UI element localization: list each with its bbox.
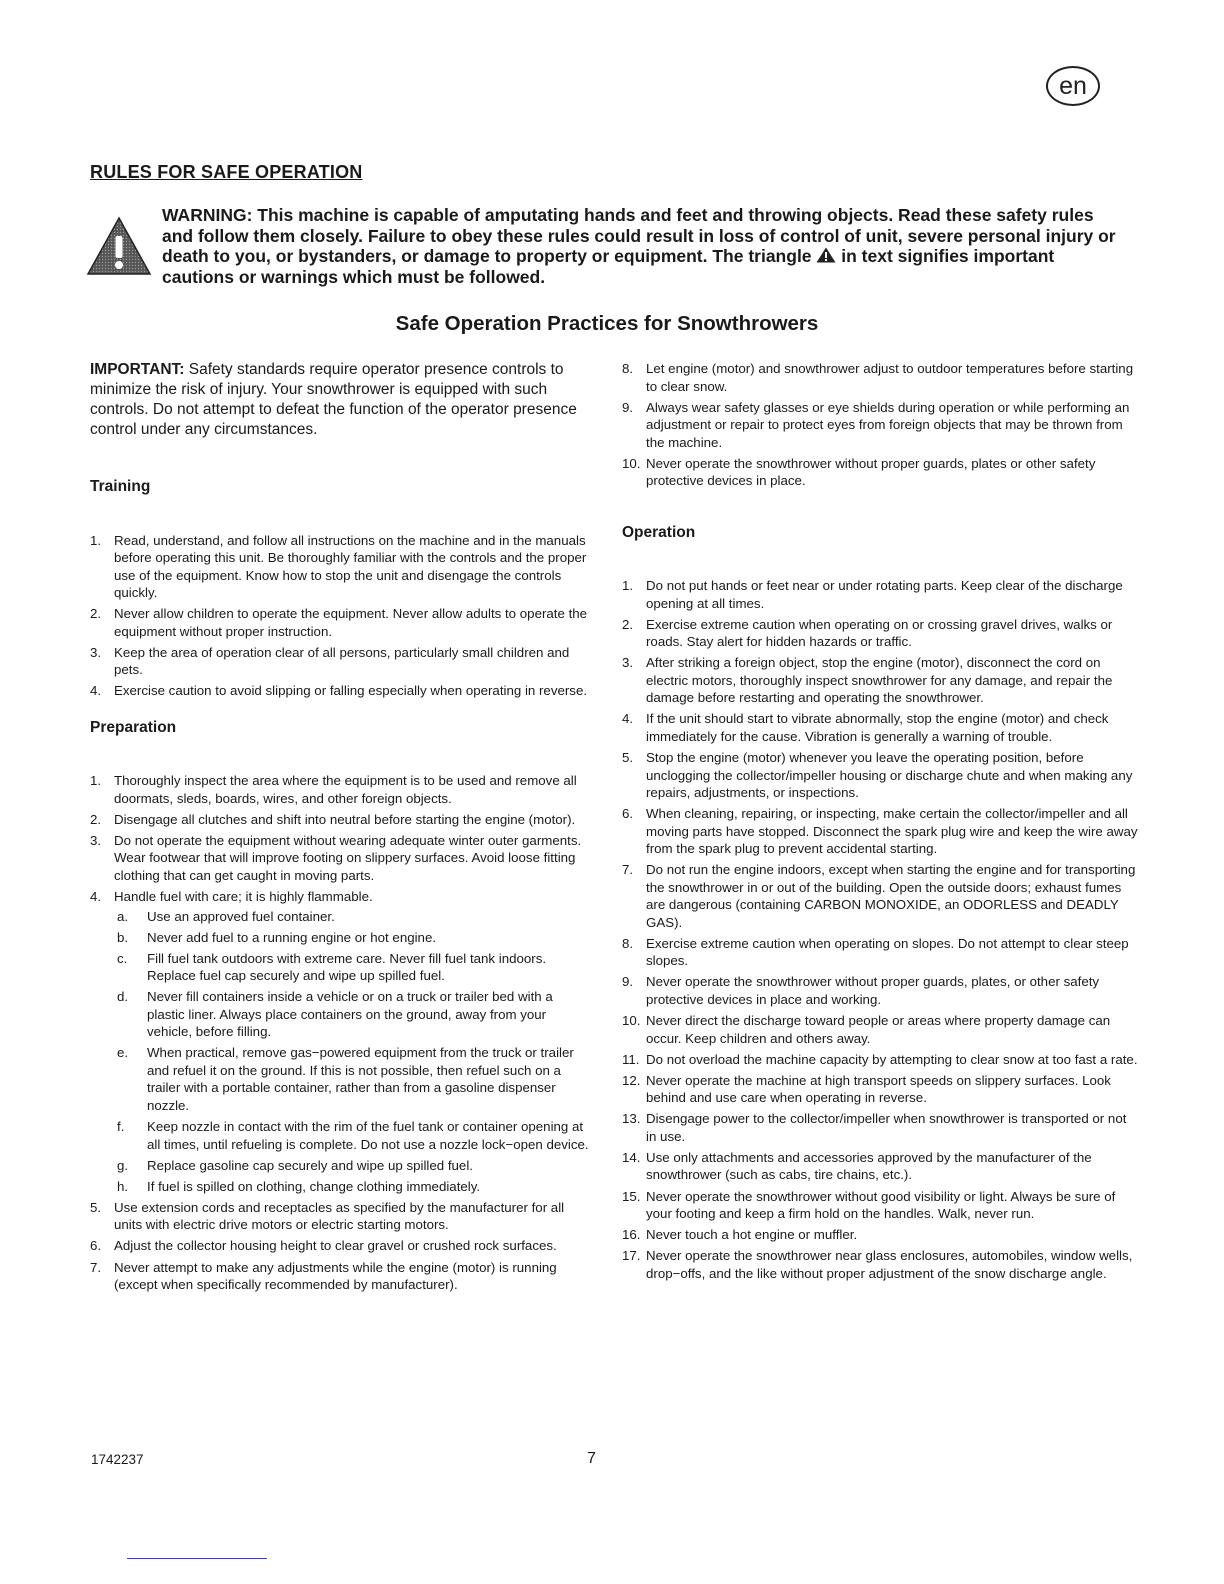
language-badge: en bbox=[1046, 66, 1100, 106]
list-item bbox=[622, 1110, 1140, 1145]
training-heading: Training bbox=[90, 478, 151, 495]
item-letter: h. bbox=[117, 1178, 129, 1194]
item-text: If fuel is spilled on clothing, change clothing immediately. bbox=[147, 1178, 481, 1194]
item-text: When practical, remove gas−powered equipment from the truck or trailer and refuel it on the ground. If this is not possible, then refuel such on a trailer with a portable container, rather than from a gasoline dispenser nozzle. bbox=[147, 1045, 574, 1113]
item-number: 2. bbox=[90, 606, 102, 622]
section-title: Safe Operation Practices for Snowthrowers bbox=[395, 312, 819, 335]
list-item bbox=[90, 811, 590, 829]
item-number: 12. bbox=[622, 1072, 641, 1088]
rules-title: RULES FOR SAFE OPERATION bbox=[90, 162, 363, 182]
item-text: Do not run the engine indoors, except when starting the engine and for transporting the snowthrower in or out of the building. Open the outside doors; exhaust fumes are dangerous (containing CARBON MONOXIDE, an ODORLESS and DEADLY GAS). bbox=[646, 862, 1136, 930]
important-label: IMPORTANT: bbox=[90, 361, 185, 378]
sub-list-item bbox=[114, 1178, 590, 1196]
important-text: Safety standards require operator presence controls to minimize the risk of injury. Your snowthrower is equipped with such controls. Do not attempt to defeat the function of the operator presence control under any circumstances. bbox=[90, 361, 577, 438]
item-text: Thoroughly inspect the area where the equipment is to be used and remove all doormats, sleds, boards, wires, and other foreign objects. bbox=[114, 773, 577, 806]
item-text: Never fill containers inside a vehicle or on a truck or trailer bed with a plastic liner. Always place containers on the ground, away from your vehicle, before filling. bbox=[147, 989, 553, 1040]
sub-list-item bbox=[114, 908, 590, 926]
item-text: Never direct the discharge toward people or areas where property damage can occur. Keep children and others away. bbox=[646, 1013, 1111, 1046]
list-item bbox=[622, 455, 1140, 490]
item-text: After striking a foreign object, stop the engine (motor), disconnect the cord on electric motors, thoroughly inspect snowthrower for any damage, and repair the damage before restarting and operating the snowthrower. bbox=[646, 655, 1113, 706]
warning-text-part2: in text signifies important cautions or warnings which must be followed. bbox=[162, 246, 1055, 287]
item-text: Keep nozzle in contact with the rim of the fuel tank or container opening at all times, until refueling is complete. Do not use a nozzle lock−open device. bbox=[147, 1119, 589, 1152]
item-number: 4. bbox=[90, 683, 102, 699]
item-letter: f. bbox=[117, 1119, 125, 1135]
sub-list-item bbox=[114, 1157, 590, 1175]
list-item bbox=[622, 1226, 1140, 1244]
item-text: Fill fuel tank outdoors with extreme care. Never fill fuel tank indoors. Replace fuel cap securely and wipe up spilled fuel. bbox=[147, 950, 547, 984]
preparation-list bbox=[90, 772, 590, 1293]
item-text: Exercise extreme caution when operating on slopes. Do not attempt to clear steep slopes. bbox=[646, 935, 1129, 969]
item-text: Do not operate the equipment without wearing adequate winter outer garments. Wear footwear that will improve footing on slippery surfaces. Avoid loose fitting clothing that can get caught in moving parts. bbox=[114, 832, 582, 883]
list-item bbox=[90, 888, 590, 1195]
warning-text bbox=[162, 205, 1122, 287]
list-item bbox=[622, 1072, 1140, 1107]
list-item bbox=[622, 654, 1140, 707]
item-text: Never touch a hot engine or muffler. bbox=[646, 1227, 858, 1243]
item-number: 3. bbox=[90, 832, 102, 848]
item-text: Never operate the snowthrower without proper guards, plates or other safety protective devices in place. bbox=[646, 455, 1096, 489]
item-number: 10. bbox=[622, 455, 641, 471]
item-number: 3. bbox=[622, 655, 634, 671]
left-column bbox=[90, 360, 590, 1297]
list-item bbox=[622, 1188, 1140, 1223]
item-number: 9. bbox=[622, 399, 634, 415]
item-text: Keep the area of operation clear of all persons, particularly small children and pets. bbox=[114, 644, 570, 678]
operation-heading: Operation bbox=[622, 523, 696, 541]
list-item bbox=[90, 832, 590, 885]
list-item bbox=[90, 772, 590, 807]
page-number: 7 bbox=[587, 1450, 596, 1467]
item-text: Use extension cords and receptacles as specified by the manufacturer for all units with electric drive motors or electric starting motors. bbox=[114, 1199, 565, 1233]
item-text: Never operate the snowthrower near glass enclosures, automobiles, window wells, drop−offs, and the like without proper adjustment of the snow discharge angle. bbox=[646, 1248, 1133, 1281]
item-text: Never operate the snowthrower without good visibility or light. Always be sure of your footing and keep a firm hold on the handles. Walk, never run. bbox=[646, 1188, 1116, 1221]
item-text: If the unit should start to vibrate abnormally, stop the engine (motor) and check immediately for the cause. Vibration is generally a warning of trouble. bbox=[646, 711, 1109, 744]
item-number: 15. bbox=[622, 1188, 641, 1204]
item-number: 6. bbox=[622, 806, 634, 822]
item-number: 8. bbox=[622, 361, 634, 376]
list-item bbox=[622, 1051, 1140, 1069]
list-item bbox=[90, 1199, 590, 1234]
list-item bbox=[622, 805, 1140, 858]
item-number: 17. bbox=[622, 1248, 641, 1264]
item-text: Do not overload the machine capacity by attempting to clear snow at too fast a rate. bbox=[646, 1051, 1138, 1067]
item-letter: e. bbox=[117, 1045, 129, 1061]
list-item bbox=[90, 605, 590, 640]
list-item bbox=[622, 861, 1140, 931]
item-text: Do not put hands or feet near or under rotating parts. Keep clear of the discharge opening at all times. bbox=[646, 578, 1123, 611]
list-item bbox=[622, 749, 1140, 802]
list-item bbox=[622, 710, 1140, 745]
item-text: Handle fuel with care; it is highly flammable. bbox=[114, 889, 373, 905]
item-text: Exercise extreme caution when operating on or crossing gravel drives, walks or roads. Stay alert for hidden hazards or traffic. bbox=[646, 616, 1113, 650]
inline-warning-icon bbox=[816, 247, 836, 263]
list-item bbox=[622, 1149, 1140, 1184]
item-text: Never operate the machine at high transport speeds on slippery surfaces. Look behind and use care when operating in reverse. bbox=[646, 1072, 1111, 1106]
document-number: 1742237 bbox=[91, 1452, 144, 1467]
item-number: 9. bbox=[622, 974, 634, 990]
sub-list-item bbox=[114, 988, 590, 1041]
item-number: 7. bbox=[90, 1259, 102, 1275]
item-number: 1. bbox=[90, 532, 102, 548]
list-item bbox=[622, 935, 1140, 970]
item-text: Replace gasoline cap securely and wipe up spilled fuel. bbox=[147, 1157, 473, 1173]
item-text: Let engine (motor) and snowthrower adjust to outdoor temperatures before starting to clear snow. bbox=[646, 361, 1134, 394]
list-item bbox=[90, 1237, 590, 1255]
important-note bbox=[90, 360, 590, 440]
sub-list-item bbox=[114, 950, 590, 985]
item-text: Disengage all clutches and shift into neutral before starting the engine (motor). bbox=[114, 811, 576, 827]
warning-triangle-icon bbox=[86, 216, 152, 276]
item-text: Never allow children to operate the equipment. Never allow adults to operate the equipment without proper instruction. bbox=[114, 606, 588, 639]
item-text: Use an approved fuel container. bbox=[147, 908, 335, 924]
list-item bbox=[90, 1259, 590, 1294]
item-number: 8. bbox=[622, 935, 634, 951]
item-number: 2. bbox=[622, 616, 634, 632]
item-number: 4. bbox=[622, 711, 634, 727]
item-letter: d. bbox=[117, 989, 129, 1005]
list-item bbox=[622, 360, 1140, 395]
item-text: Exercise caution to avoid slipping or falling especially when operating in reverse. bbox=[114, 683, 588, 699]
item-text: When cleaning, repairing, or inspecting, make certain the collector/impeller and all moving parts have stopped. Disconnect the spark plug wire and keep the wire away from the spark plug to prevent accidental starting. bbox=[646, 806, 1138, 857]
item-number: 3. bbox=[90, 644, 102, 660]
item-number: 7. bbox=[622, 862, 634, 878]
item-number: 5. bbox=[90, 1199, 102, 1215]
right-column bbox=[622, 360, 1140, 1286]
warning-text-part1: WARNING: This machine is capable of amputating hands and feet and throwing objects. Read these safety rules and follow them closely. Failure to obey these rules could result in loss of control of unit, severe personal injury or death to you, or bystanders, or damage to property or equipment. The triangle bbox=[162, 205, 1116, 266]
list-item bbox=[622, 1247, 1140, 1282]
item-number: 6. bbox=[90, 1238, 102, 1254]
list-item bbox=[622, 973, 1140, 1008]
item-letter: g. bbox=[117, 1157, 129, 1173]
sub-list-item bbox=[114, 929, 590, 947]
list-item bbox=[90, 532, 590, 602]
item-number: 10. bbox=[622, 1013, 641, 1029]
item-number: 14. bbox=[622, 1149, 641, 1165]
training-list bbox=[90, 532, 590, 700]
item-text: Never attempt to make any adjustments while the engine (motor) is running (except when specifically recommended by manufacturer). bbox=[114, 1259, 557, 1292]
item-number: 2. bbox=[90, 811, 102, 827]
item-number: 4. bbox=[90, 889, 102, 905]
item-text: Always wear safety glasses or eye shields during operation or while performing an adjustment or repair to protect eyes from foreign objects that may be thrown from the machine. bbox=[646, 399, 1130, 450]
item-letter: c. bbox=[117, 950, 128, 966]
item-number: 1. bbox=[90, 773, 102, 789]
item-letter: b. bbox=[117, 929, 129, 945]
item-number: 1. bbox=[622, 578, 634, 594]
operation-list bbox=[622, 577, 1140, 1282]
item-text: Never operate the snowthrower without proper guards, plates, or other safety protective devices in place and working. bbox=[646, 974, 1100, 1007]
preparation-heading: Preparation bbox=[90, 718, 177, 736]
footer-rule bbox=[127, 1558, 267, 1559]
fuel-sublist bbox=[114, 908, 590, 1196]
item-number: 16. bbox=[622, 1227, 641, 1243]
list-item bbox=[90, 682, 590, 700]
list-item bbox=[622, 1012, 1140, 1047]
item-number: 5. bbox=[622, 750, 634, 766]
sub-list-item bbox=[114, 1118, 590, 1153]
item-text: Use only attachments and accessories approved by the manufacturer of the snowthrower (such as cabs, tire chains, etc.). bbox=[646, 1149, 1092, 1183]
list-item bbox=[622, 616, 1140, 651]
preparation-list-continued bbox=[622, 360, 1140, 490]
item-text: Read, understand, and follow all instructions on the machine and in the manuals before operating this unit. Be thoroughly familiar with the controls and the proper use of the equipment. Know how to stop the unit and disengage the controls quickly. bbox=[114, 532, 587, 600]
list-item bbox=[90, 644, 590, 679]
sub-list-item bbox=[114, 1044, 590, 1114]
item-letter: a. bbox=[117, 908, 129, 924]
item-number: 11. bbox=[622, 1051, 640, 1067]
item-text: Stop the engine (motor) whenever you leave the operating position, before unclogging the collector/impeller housing or discharge chute and when making any repairs, adjustments, or inspections. bbox=[646, 750, 1133, 801]
list-item bbox=[622, 399, 1140, 452]
item-text: Never add fuel to a running engine or hot engine. bbox=[147, 929, 437, 945]
item-text: Adjust the collector housing height to clear gravel or crushed rock surfaces. bbox=[114, 1238, 557, 1254]
item-number: 13. bbox=[622, 1111, 641, 1127]
list-item bbox=[622, 577, 1140, 612]
item-text: Disengage power to the collector/impeller when snowthrower is transported or not in use. bbox=[646, 1111, 1127, 1144]
